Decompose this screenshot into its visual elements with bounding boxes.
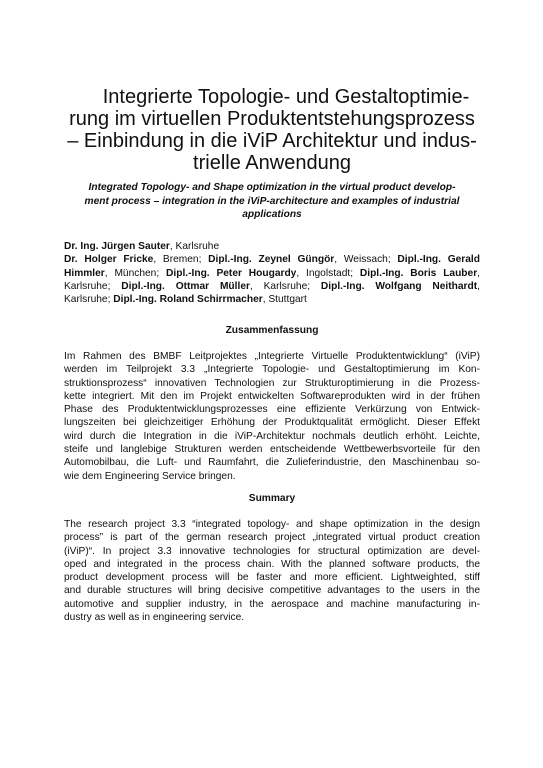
author-name: Dr. Ing. Jürgen Sauter xyxy=(64,241,170,252)
author-affiliation: , Karlsruhe; xyxy=(249,280,321,292)
paragraph-line: oped and integrated in the process chain. With the planned software products, the xyxy=(64,558,480,570)
author-affiliation: , Ingolstadt; xyxy=(296,267,360,279)
paragraph-line: kette integriert. Mit den im Projekt entwickelten Softwareprodukten wird in der frühen xyxy=(64,390,480,402)
author-line xyxy=(64,253,480,266)
author-list xyxy=(64,240,480,306)
paragraph-line: Automobilbau, die Luft- und Raumfahrt, die Zulieferindustrie, den Maschinenbau so- xyxy=(64,457,480,469)
paragraph-line: lungszeiten bei gleichzeitiger Erhöhung der Produktqualität ermöglicht. Dieser Effekt xyxy=(64,417,480,429)
author-affiliation: , München; xyxy=(104,267,167,279)
paragraph-line: steife und langlebige Strukturen werden entscheidende Wettbewerbsvorteile für den xyxy=(64,444,480,456)
author-affiliation: , xyxy=(477,267,481,279)
title-line: rung im virtuellen Produktentstehungsprozess xyxy=(69,108,475,130)
subtitle-line: ment process – integration in the iViP-architecture and examples of industrial xyxy=(84,195,460,207)
title-line: – Einbindung in die iViP Architektur und indus- xyxy=(67,130,477,152)
author-name: Dipl.-Ing. Wolfgang Neithardt xyxy=(320,280,478,292)
paragraph-line: product development process will be faster and more efficient. Lightweighted, stiff xyxy=(64,572,480,584)
paper-subtitle xyxy=(64,181,480,222)
author-affiliation: , Weissach; xyxy=(334,254,398,266)
author-affiliation: , Karlsruhe xyxy=(169,241,220,252)
paper-title xyxy=(60,86,484,174)
paragraph-line: Im Rahmen des BMBF Leitprojektes „Integrierte Virtuelle Produktentwicklung“ (iViP) xyxy=(64,351,480,362)
author-line xyxy=(64,293,480,306)
paragraph-line: automotive and supplier industry, in the aerospace and machine manufacturing in- xyxy=(64,598,480,610)
paragraph-line: struktionsprozess“ innovativen Technologien zur Strukturoptimierung in die Prozess- xyxy=(64,377,480,389)
paragraph-line: wie dem Engineering Service bringen. xyxy=(64,470,236,482)
paragraph-line: werden im Teilprojekt 3.3 „Integrierte Topologie- und Gestaltoptimierung im Kon- xyxy=(64,364,480,376)
author-name: Dipl.-Ing. Gerald xyxy=(397,254,480,266)
author-name: Dipl.-Ing. Peter Hougardy xyxy=(166,267,297,279)
zusammenfassung-paragraph xyxy=(64,350,480,483)
author-name: Dr. Holger Fricke xyxy=(64,254,154,266)
author-name: Himmler xyxy=(64,267,105,279)
author-affiliation: Karlsruhe; xyxy=(64,294,114,306)
author-name: Dipl.-Ing. Zeynel Güngör xyxy=(208,254,335,266)
paragraph-line: process” is part of the german research project „integrated virtual product creation xyxy=(64,532,480,544)
author-affiliation: , xyxy=(477,280,480,292)
title-line: trielle Anwendung xyxy=(193,152,351,174)
paragraph-line: (iViP)“. In project 3.3 innovative technologies for structural optimization are devel- xyxy=(64,545,480,557)
author-affiliation: , Bremen; xyxy=(153,254,209,266)
summary-heading: Summary xyxy=(248,493,296,504)
title-line: Integrierte Topologie- und Gestaltoptimie- xyxy=(102,86,470,108)
author-name: Dipl.-Ing. Boris Lauber xyxy=(359,267,478,279)
paragraph-line: and durable structures will bring decisive competitive advantages to the users in the xyxy=(64,585,480,597)
author-name: Dipl.-Ing. Roland Schirrmacher xyxy=(113,294,263,306)
author-line xyxy=(64,267,480,280)
summary-paragraph xyxy=(64,518,480,624)
zusammenfassung-heading: Zusammenfassung xyxy=(225,325,319,336)
subtitle-line: Integrated Topology- and Shape optimization in the virtual product develop- xyxy=(88,182,456,193)
subtitle-line: applications xyxy=(242,209,302,220)
author-affiliation: Karlsruhe; xyxy=(64,280,122,292)
author-name: Dipl.-Ing. Ottmar Müller xyxy=(121,280,250,292)
author-line xyxy=(64,240,480,253)
paragraph-line: The research project 3.3 “integrated topology- and shape optimization in the design xyxy=(64,519,480,530)
author-line xyxy=(64,280,480,293)
paragraph-line: wird durch die Integration in die iViP-Architektur nochmals deutlich erhöht. Leichte, xyxy=(64,430,480,442)
author-affiliation: , Stuttgart xyxy=(262,294,307,306)
paragraph-line: dustry as well as in engineering service. xyxy=(64,612,245,624)
paragraph-line: Phase des Produktentwicklungsprozesses eine effiziente Verkürzung von Entwick- xyxy=(64,404,480,416)
